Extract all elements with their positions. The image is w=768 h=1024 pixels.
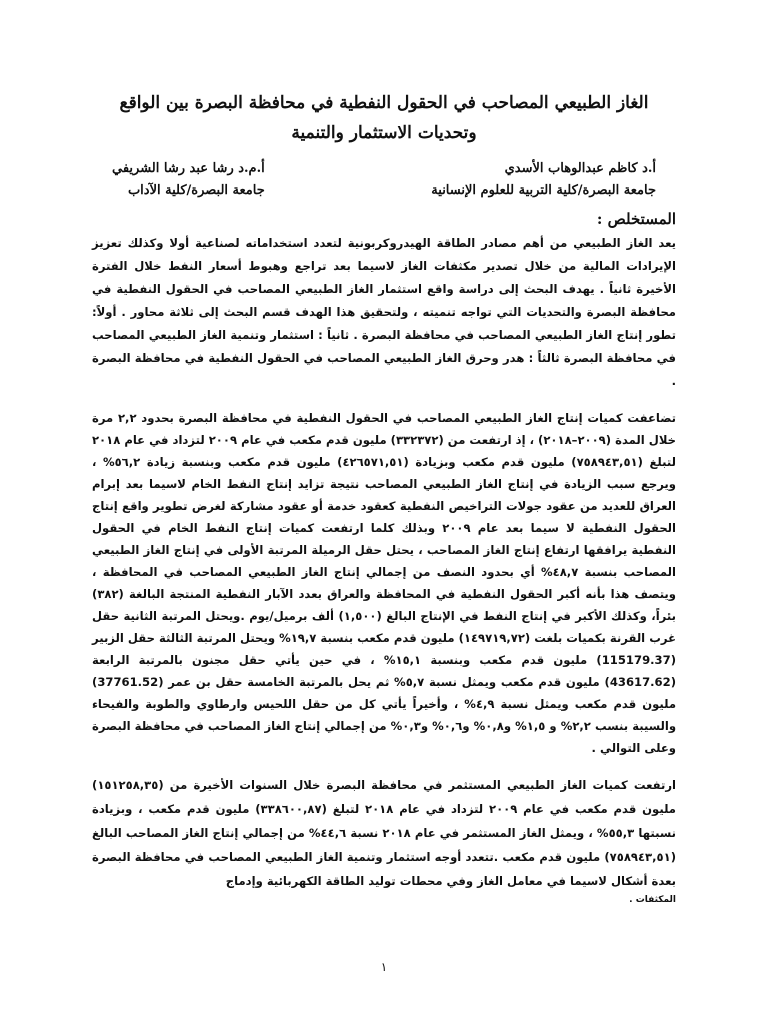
abstract-paragraph: يعد الغاز الطبيعي من أهم مصادر الطاقة الهيدروكربونية لتعدد استخداماته لصناعية أولا وكذلك تعزيز الإيرادات المالية من خلال تصدير مكثفات الغاز لاسيما بعد تراجع وهبوط أسعار النفط خلال الفترة الأخيرة ثانياً . يهدف البحث إلى دراسة واقع استثمار الغاز الطبيعي المصاحب في الحقول النفطية في محافظة البصرة والتحديات التي تواجه تنميته ، ولتحقيق هذا الهدف قسم البحث إلى ثلاثة محاور . أولاً: تطور إنتاج الغاز الطبيعي المصاحب في محافظة البصرة . ثانياً : استثمار وتنمية الغاز الطبيعي المصاحب في محافظة البصرة ثالثاً : هدر وحرق الغاز الطبيعي المصاحب في الحقول النفطية في محافظة البصرة . — [92, 236, 676, 388]
author-2 — [112, 158, 265, 202]
author-name: أ.م.د رشا عبد رشا الشريفي — [112, 161, 265, 176]
page-number: ١ — [380, 960, 388, 974]
trailing-line: المكثفات . — [629, 895, 676, 905]
author-name: أ.د كاظم عبدالوهاب الأسدي — [504, 161, 656, 176]
author-1 — [431, 158, 656, 202]
paper-title: الغاز الطبيعي المصاحب في الحقول النفطية في محافظة البصرة بين الواقع وتحديات الاستثمار والتنمية — [119, 93, 649, 143]
author-affiliation: جامعة البصرة/كلية التربية للعلوم الإنسانية — [431, 183, 656, 198]
abstract-heading: المستخلص : — [596, 210, 676, 228]
author-affiliation: جامعة البصرة/كلية الآداب — [127, 183, 265, 198]
body-paragraph-production: تضاعفت كميات إنتاج الغاز الطبيعي المصاحب في الحقول النفطية في محافظة البصرة بحدود ٢,٢ مرة خلال المدة (٢٠٠٩–٢٠١٨) ، إذ ارتفعت من (٣٣٢٣٧٢) مليون قدم مكعب في عام ٢٠٠٩ لتزداد في عام ٢٠١٨ لتبلغ (٧٥٨٩٤٣,٥١) مليون قدم مكعب وبزيادة (٤٢٦٥٧١,٥١) مليون قدم مكعب وبنسبة زيادة ٥٦,٢% ، ويرجع سبب الزيادة في إنتاج الغاز الطبيعي المصاحب نتيجة تزايد إنتاج النفط الخام لاسيما بعد إبرام العراق للعديد من عقود جولات التراخيص النفطية كعقود خدمة أو عقود مشاركة لغرض تطوير واقع إنتاج الحقول النفطية لا سيما بعد عام ٢٠٠٩ وبذلك كلما ارتفعت كميات إنتاج النفط الخام في الحقول النفطية يرافقها ارتفاع إنتاج الغاز المصاحب ، يحتل حقل الرميلة المرتبة الأولى في إنتاج الغاز الطبيعي المصاحب بنسبة ٤٨,٧% أي بحدود النصف من إجمالي إنتاج الغاز الطبيعي المصاحب في المحافظة ، ويتصف هذا بأنه أكبر الحقول النفطية في المحافظة والعراق بعدد الآبار النفطية المنتجة البالغة (٣٨٢) بئراً، وكذلك الأكبر في إنتاج النفط في الإنتاج البالغ (١,٥٠٠) ألف برميل/يوم .ويحتل المرتبة الثانية حقل غرب القرنة بكميات بلغت (١٤٩٧١٩,٧٢) مليون قدم مكعب بنسبة ١٩,٧% ويحتل المرتبة الثالثة حقل الزبير (115179.37) مليون قدم مكعب وبنسبة ١٥,١% ، في حين يأتي حقل مجنون بالمرتبة الرابعة (43617.62) مليون قدم مكعب ويمثل نسبة ٥,٧% ثم يحل بالمرتبة الخامسة حقل بن عمر (37761.52) مليون قدم مكعب ويمثل نسبة ٤,٩% ، وأخيراً يأتي كل من حقل اللحيس وارطاوي والطوبة والفيحاء والسيبة بنسب ٢,٢% و ١,٥% و٠,٨% و٠,٦% و٠,٣% من إجمالي إنتاج الغاز المصاحب في محافظة البصرة وعلى التوالي . — [91, 411, 677, 755]
body-paragraph-investment: ارتفعت كميات الغاز الطبيعي المستثمر في محافظة البصرة خلال السنوات الأخيرة من (١٥١٢٥٨,٣٥) مليون قدم مكعب في عام ٢٠٠٩ لتزداد في عام ٢٠١٨ لتبلغ (٣٣٨٦٠٠,٨٧) مليون قدم مكعب ، وبزيادة نسبتها ٥٥,٣% ، ويمثل الغاز المستثمر في عام ٢٠١٨ نسبة ٤٤,٦% من إجمالي إنتاج الغاز المصاحب البالغ (٧٥٨٩٤٣,٥١) مليون قدم مكعب .تتعدد أوجه استثمار وتنمية الغاز الطبيعي المصاحب في محافظة البصرة بعدة أشكال لاسيما في معامل الغاز وفي محطات توليد الطاقة الكهربائية وإدماج — [92, 778, 676, 888]
authors-block — [92, 158, 676, 202]
